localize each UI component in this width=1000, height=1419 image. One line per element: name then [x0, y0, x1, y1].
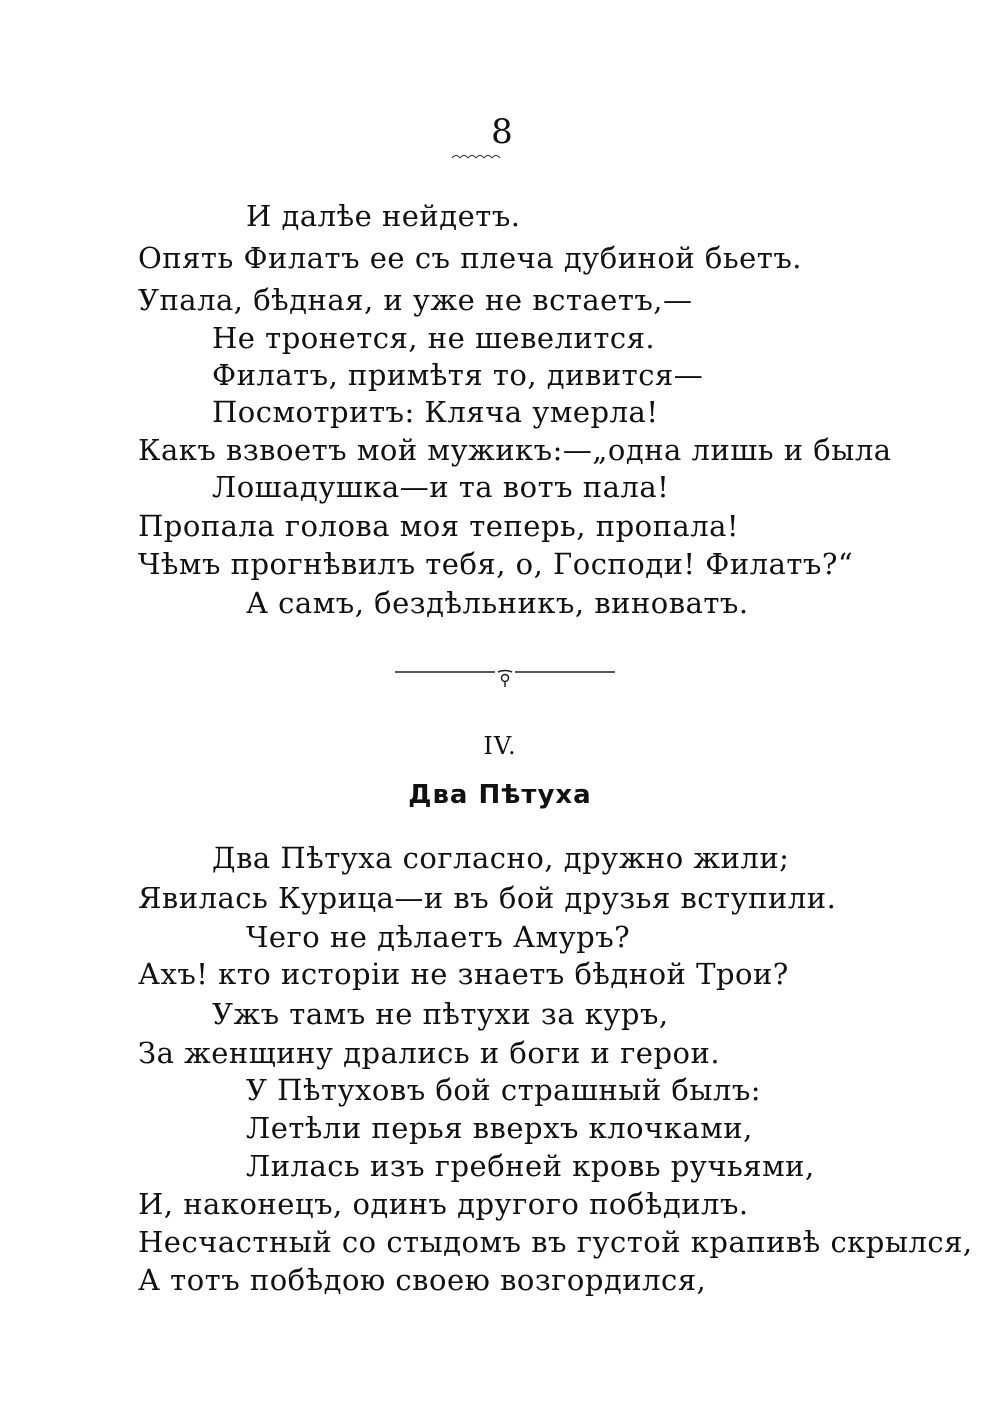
poem-line: Чего не дѣлаетъ Амуръ? — [246, 920, 631, 954]
poem-line: Явилась Курица—и въ бой друзья вступили. — [138, 881, 837, 915]
poem-line: Опять Филатъ ее съ плеча дубиной бьетъ. — [138, 241, 802, 275]
poem-line: Чѣмъ прогнѣвилъ тебя, о, Господи! Филатъ?“ — [138, 547, 854, 581]
poem-line: А самъ, бездѣльникъ, виноватъ. — [246, 586, 749, 620]
poem-line: Филатъ, примѣтя то, дивится— — [212, 358, 704, 392]
poem-line: Ахъ! кто исторіи не знаетъ бѣдной Трои? — [138, 957, 789, 991]
section-number: IV. — [483, 732, 517, 760]
poem-line: И далѣе нейдетъ. — [246, 199, 521, 233]
page-number-ornament — [450, 150, 510, 164]
poem-line: Пропала голова моя теперь, пропала! — [138, 509, 740, 543]
section-divider — [395, 664, 615, 690]
poem-line: У Пѣтуховъ бой страшный былъ: — [246, 1073, 762, 1107]
poem-line: Лилась изъ гребней кровь ручьями, — [246, 1149, 815, 1183]
poem-line: Ужъ тамъ не пѣтухи за куръ, — [212, 997, 669, 1031]
page-number: 8 — [491, 112, 513, 152]
poem-line: Не тронется, не шевелится. — [212, 321, 656, 355]
poem-line: Два Пѣтуха согласно, дружно жили; — [212, 841, 790, 875]
poem-line: Летѣли перья вверхъ клочками, — [246, 1111, 753, 1145]
poem-line: Несчастный со стыдомъ въ густой крапивѣ скрылся, — [138, 1225, 973, 1259]
poem-line: За женщину дрались и боги и герои. — [138, 1036, 721, 1070]
poem-line: Какъ взвоетъ мой мужикъ:—„одна лишь и была — [138, 433, 892, 467]
poem-line: Посмотритъ: Кляча умерла! — [212, 395, 659, 429]
section-title: Два Пѣтуха — [408, 780, 592, 810]
poem-line: А тотъ побѣдою своею возгордился, — [138, 1263, 707, 1297]
poem-line: И, наконецъ, одинъ другого побѣдилъ. — [138, 1187, 749, 1221]
poem-line: Лошадушка—и та вотъ пала! — [212, 470, 670, 504]
poem-line: Упала, бѣдная, и уже не встаетъ,— — [138, 283, 693, 317]
